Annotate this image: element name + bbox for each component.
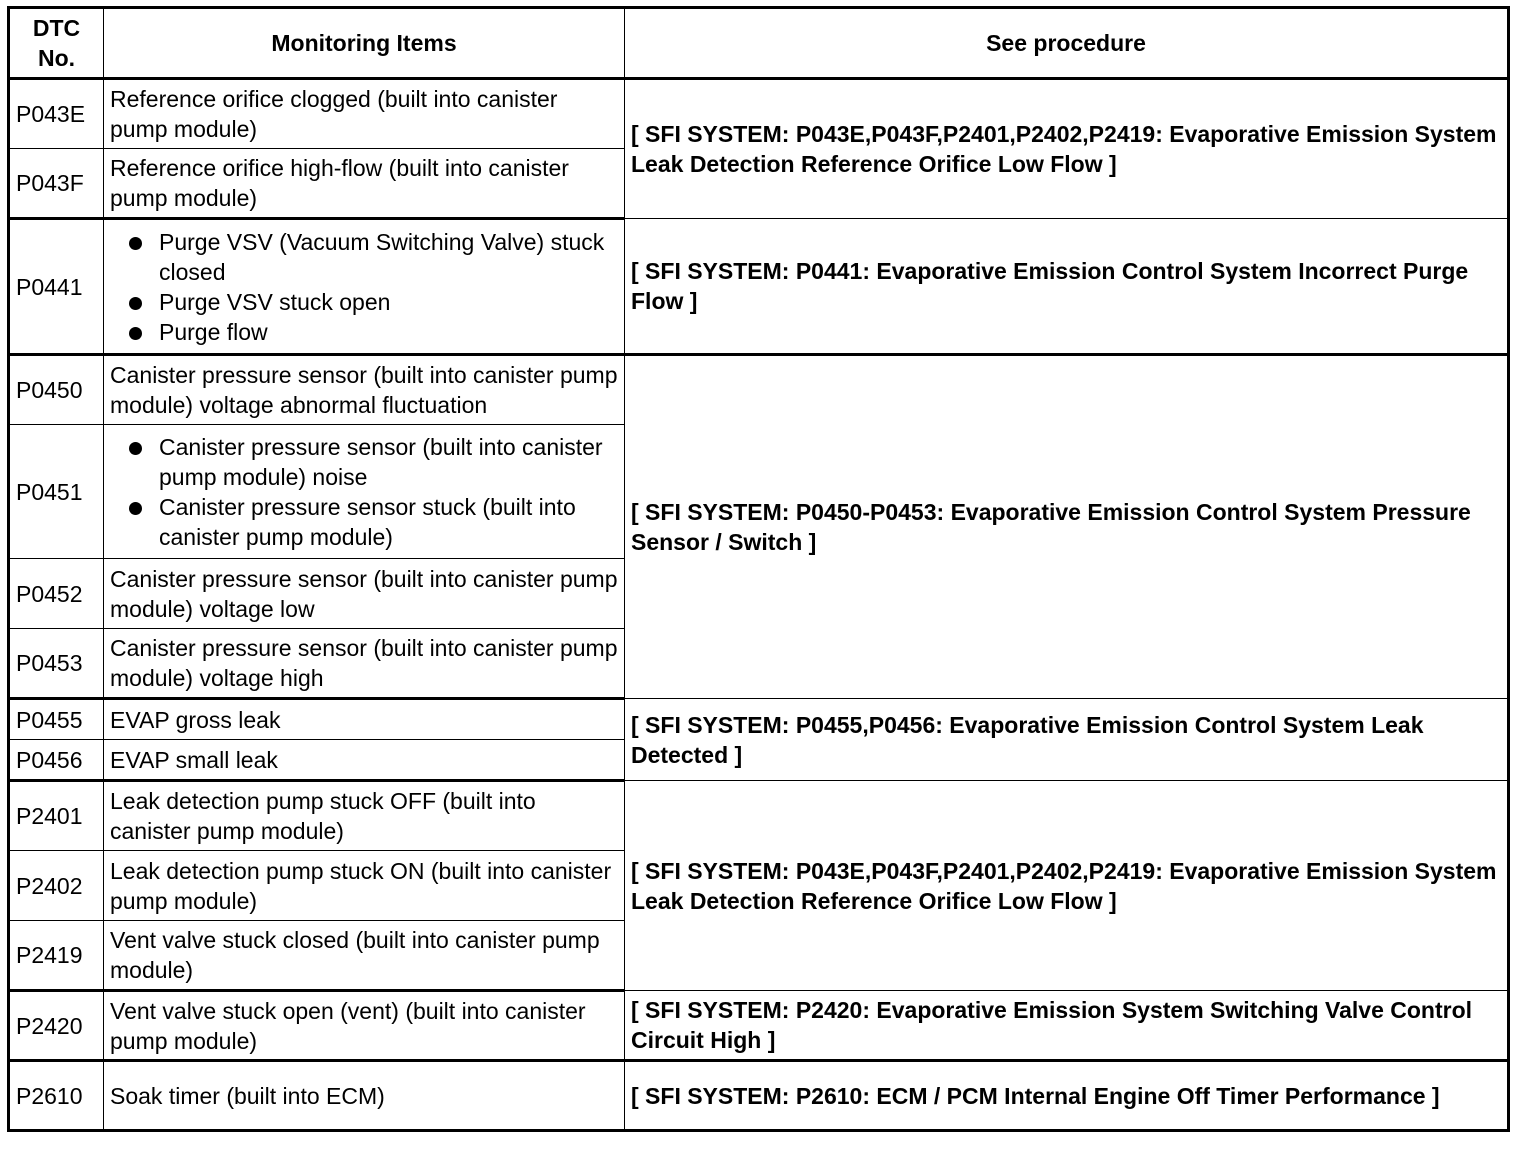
dtc-code: P0456 — [9, 740, 104, 781]
monitoring-item: Reference orifice high-flow (built into canister pump module) — [104, 149, 625, 219]
dtc-code: P2419 — [9, 921, 104, 991]
bullet-item: Purge VSV stuck open — [110, 287, 618, 317]
bullet-item: Canister pressure sensor (built into canister pump module) noise — [110, 432, 618, 492]
procedure-link[interactable]: [ SFI SYSTEM: P0455,P0456: Evaporative Emission Control System Leak Detected ] — [625, 699, 1509, 781]
dtc-code: P0451 — [9, 425, 104, 559]
table-row — [9, 699, 1509, 740]
procedure-link[interactable]: [ SFI SYSTEM: P043E,P043F,P2401,P2402,P2419: Evaporative Emission System Leak Detection Reference Orifice Low Flow ] — [625, 781, 1509, 991]
monitoring-item: EVAP gross leak — [104, 699, 625, 740]
dtc-code: P2610 — [9, 1061, 104, 1131]
monitoring-item: Vent valve stuck closed (built into canister pump module) — [104, 921, 625, 991]
bullet-list — [110, 227, 618, 347]
monitoring-item: Reference orifice clogged (built into canister pump module) — [104, 79, 625, 149]
monitoring-item: Leak detection pump stuck ON (built into canister pump module) — [104, 851, 625, 921]
table-row — [9, 781, 1509, 851]
procedure-link[interactable]: [ SFI SYSTEM: P0450-P0453: Evaporative Emission Control System Pressure Sensor / Switch ] — [625, 355, 1509, 699]
monitoring-item — [104, 425, 625, 559]
monitoring-item: Leak detection pump stuck OFF (built into canister pump module) — [104, 781, 625, 851]
dtc-code: P0450 — [9, 355, 104, 425]
table-row — [9, 991, 1509, 1061]
monitoring-item: Soak timer (built into ECM) — [104, 1061, 625, 1131]
procedure-link[interactable]: [ SFI SYSTEM: P2610: ECM / PCM Internal Engine Off Timer Performance ] — [625, 1061, 1509, 1131]
monitoring-item: Canister pressure sensor (built into canister pump module) voltage high — [104, 629, 625, 699]
bullet-item: Purge VSV (Vacuum Switching Valve) stuck closed — [110, 227, 618, 287]
procedure-link[interactable]: [ SFI SYSTEM: P0441: Evaporative Emission Control System Incorrect Purge Flow ] — [625, 219, 1509, 355]
dtc-code: P043F — [9, 149, 104, 219]
bullet-item: Purge flow — [110, 317, 618, 347]
table-row — [9, 79, 1509, 149]
header-see-procedure: See procedure — [625, 8, 1509, 79]
monitoring-item — [104, 219, 625, 355]
monitoring-item: EVAP small leak — [104, 740, 625, 781]
monitoring-item: Canister pressure sensor (built into canister pump module) voltage low — [104, 559, 625, 629]
procedure-link[interactable]: [ SFI SYSTEM: P2420: Evaporative Emission System Switching Valve Control Circuit High ] — [625, 991, 1509, 1061]
monitoring-item: Vent valve stuck open (vent) (built into canister pump module) — [104, 991, 625, 1061]
header-monitoring-items: Monitoring Items — [104, 8, 625, 79]
procedure-link[interactable]: [ SFI SYSTEM: P043E,P043F,P2401,P2402,P2419: Evaporative Emission System Leak Detection Reference Orifice Low Flow ] — [625, 79, 1509, 219]
dtc-code: P0452 — [9, 559, 104, 629]
dtc-code: P0455 — [9, 699, 104, 740]
dtc-code: P2402 — [9, 851, 104, 921]
dtc-code: P0441 — [9, 219, 104, 355]
bullet-item: Canister pressure sensor stuck (built into canister pump module) — [110, 492, 618, 552]
monitoring-item: Canister pressure sensor (built into canister pump module) voltage abnormal fluctuation — [104, 355, 625, 425]
table-row — [9, 1061, 1509, 1131]
dtc-code: P0453 — [9, 629, 104, 699]
header-dtc-no: DTC No. — [9, 8, 104, 79]
table-row — [9, 355, 1509, 425]
header-row — [9, 8, 1509, 79]
dtc-code: P2420 — [9, 991, 104, 1061]
table-row — [9, 219, 1509, 355]
dtc-code: P2401 — [9, 781, 104, 851]
dtc-table — [7, 6, 1510, 1132]
dtc-code: P043E — [9, 79, 104, 149]
bullet-list — [110, 432, 618, 552]
